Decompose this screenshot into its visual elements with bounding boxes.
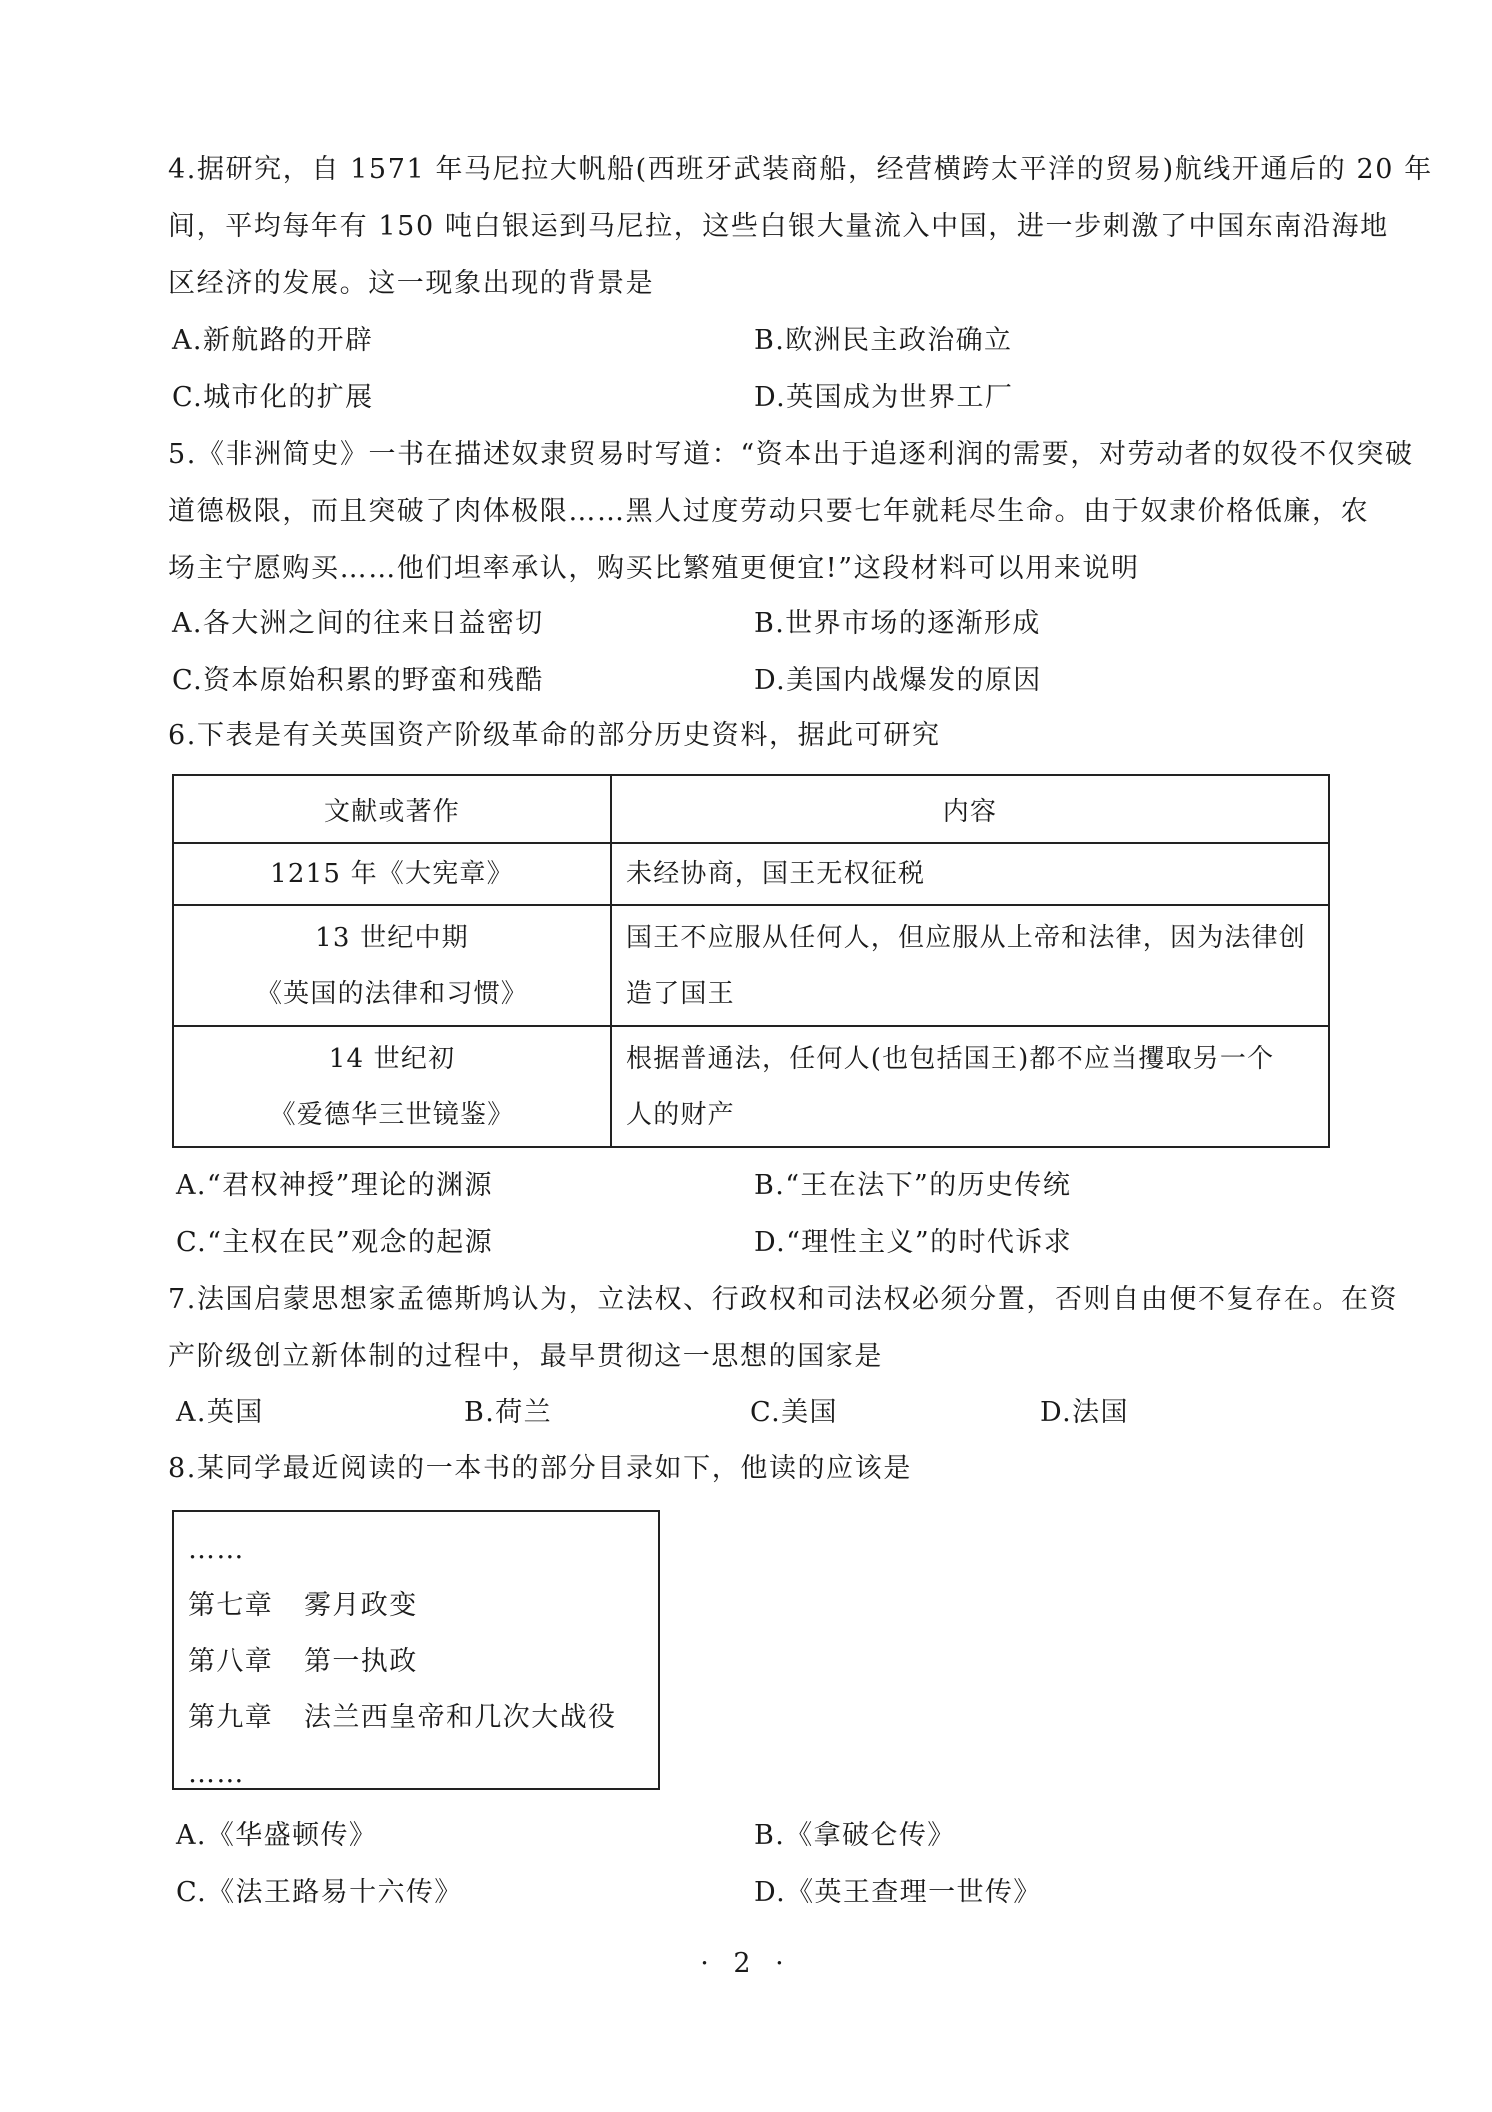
q5-option-a: A.各大洲之间的往来日益密切 <box>172 608 544 639</box>
q5-stem-line-3: 场主宁愿购买……他们坦率承认，购买比繁殖更便宜!”这段材料可以用来说明 <box>168 553 1140 584</box>
q4-stem-line-1: 4.据研究，自 1571 年马尼拉大帆船(西班牙武装商船，经营横跨太平洋的贸易)航线开通后的 20 年 <box>168 154 1433 185</box>
q5-stem-line-1: 5.《非洲简史》一书在描述奴隶贸易时写道：“资本出于追逐利润的需要，对劳动者的奴役不仅突破 <box>168 439 1414 470</box>
content-line: 人的财产 <box>626 1099 735 1130</box>
q6-option-a: A.“君权神授”理论的渊源 <box>176 1170 493 1201</box>
content-line: 造了国王 <box>626 978 735 1009</box>
q4-option-d: D.英国成为世界工厂 <box>754 382 1014 413</box>
toc-chapter-title: 法兰西皇帝和几次大战役 <box>304 1702 617 1733</box>
q4-stem-line-3: 区经济的发展。这一现象出现的背景是 <box>168 268 655 299</box>
source-line: 《爱德华三世镜鉴》 <box>269 1099 515 1130</box>
q4-option-c: C.城市化的扩展 <box>172 382 374 413</box>
content-line: 未经协商，国王无权征税 <box>626 859 926 890</box>
table-row <box>173 1026 1329 1147</box>
page-number: · 2 · <box>700 1948 792 1979</box>
toc-entry <box>188 1634 658 1690</box>
table-cell-content <box>611 1026 1329 1147</box>
table-cell-content <box>611 905 1329 1026</box>
table-cell-source <box>173 843 611 905</box>
toc-chapter-title: 第一执政 <box>304 1646 418 1677</box>
q5-option-d: D.美国内战爆发的原因 <box>754 665 1042 696</box>
q6-option-d: D.“理性主义”的时代诉求 <box>754 1227 1073 1258</box>
table-cell-source <box>173 1026 611 1147</box>
toc-ellipsis-top: …… <box>188 1534 245 1565</box>
q4-option-b: B.欧洲民主政治确立 <box>754 325 1013 356</box>
q8-option-a: A.《华盛顿传》 <box>176 1820 378 1851</box>
source-line: 13 世纪中期 <box>315 922 469 953</box>
toc-chapter-number: 第七章 <box>188 1590 274 1621</box>
q4-stem-line-2: 间，平均每年有 150 吨白银运到马尼拉，这些白银大量流入中国，进一步刺激了中国东南沿海地 <box>168 211 1389 242</box>
q5-option-b: B.世界市场的逐渐形成 <box>754 608 1041 639</box>
table-header-row <box>173 775 1329 843</box>
book-contents-box <box>172 1510 660 1790</box>
q8-stem: 8.某同学最近阅读的一本书的部分目录如下，他读的应该是 <box>168 1453 912 1484</box>
table-header-source: 文献或著作 <box>173 775 611 843</box>
table-header-content: 内容 <box>611 775 1329 843</box>
toc-chapter-number: 第八章 <box>188 1646 274 1677</box>
q5-stem-line-2: 道德极限，而且突破了肉体极限……黑人过度劳动只要七年就耗尽生命。由于奴隶价格低廉，农 <box>168 496 1370 527</box>
content-line: 国王不应服从任何人，但应服从上帝和法律，因为法律创 <box>626 922 1307 953</box>
history-sources-table <box>172 774 1330 1148</box>
q7-option-b: B.荷兰 <box>464 1397 553 1428</box>
q8-option-b: B.《拿破仑传》 <box>754 1820 956 1851</box>
q7-stem-line-1: 7.法国启蒙思想家孟德斯鸠认为，立法权、行政权和司法权必须分置，否则自由便不复存在。在资 <box>168 1284 1399 1315</box>
content-line: 根据普通法，任何人(也包括国王)都不应当攫取另一个 <box>626 1043 1275 1074</box>
table-row <box>173 843 1329 905</box>
q8-option-c: C.《法王路易十六传》 <box>176 1877 463 1908</box>
table-row <box>173 905 1329 1026</box>
toc-chapter-number: 第九章 <box>188 1702 274 1733</box>
toc-chapter-title: 雾月政变 <box>304 1590 418 1621</box>
q7-option-c: C.美国 <box>750 1397 838 1428</box>
q5-option-c: C.资本原始积累的野蛮和残酷 <box>172 665 544 696</box>
toc-entry <box>188 1578 658 1634</box>
q7-option-a: A.英国 <box>176 1397 264 1428</box>
source-line: 1215 年《大宪章》 <box>270 859 514 890</box>
q6-option-b: B.“王在法下”的历史传统 <box>754 1170 1072 1201</box>
q7-option-d: D.法国 <box>1040 1397 1129 1428</box>
source-line: 《英国的法律和习惯》 <box>255 978 528 1009</box>
table-cell-content <box>611 843 1329 905</box>
toc-ellipsis-bottom: …… <box>188 1758 245 1789</box>
q7-stem-line-2: 产阶级创立新体制的过程中，最早贯彻这一思想的国家是 <box>168 1341 883 1372</box>
source-line: 14 世纪初 <box>328 1043 456 1074</box>
toc-entry <box>188 1690 658 1746</box>
q4-option-a: A.新航路的开辟 <box>172 325 374 356</box>
q8-option-d: D.《英王查理一世传》 <box>754 1877 1042 1908</box>
q6-option-c: C.“主权在民”观念的起源 <box>176 1227 494 1258</box>
q6-stem: 6.下表是有关英国资产阶级革命的部分历史资料，据此可研究 <box>168 720 941 751</box>
table-cell-source <box>173 905 611 1026</box>
